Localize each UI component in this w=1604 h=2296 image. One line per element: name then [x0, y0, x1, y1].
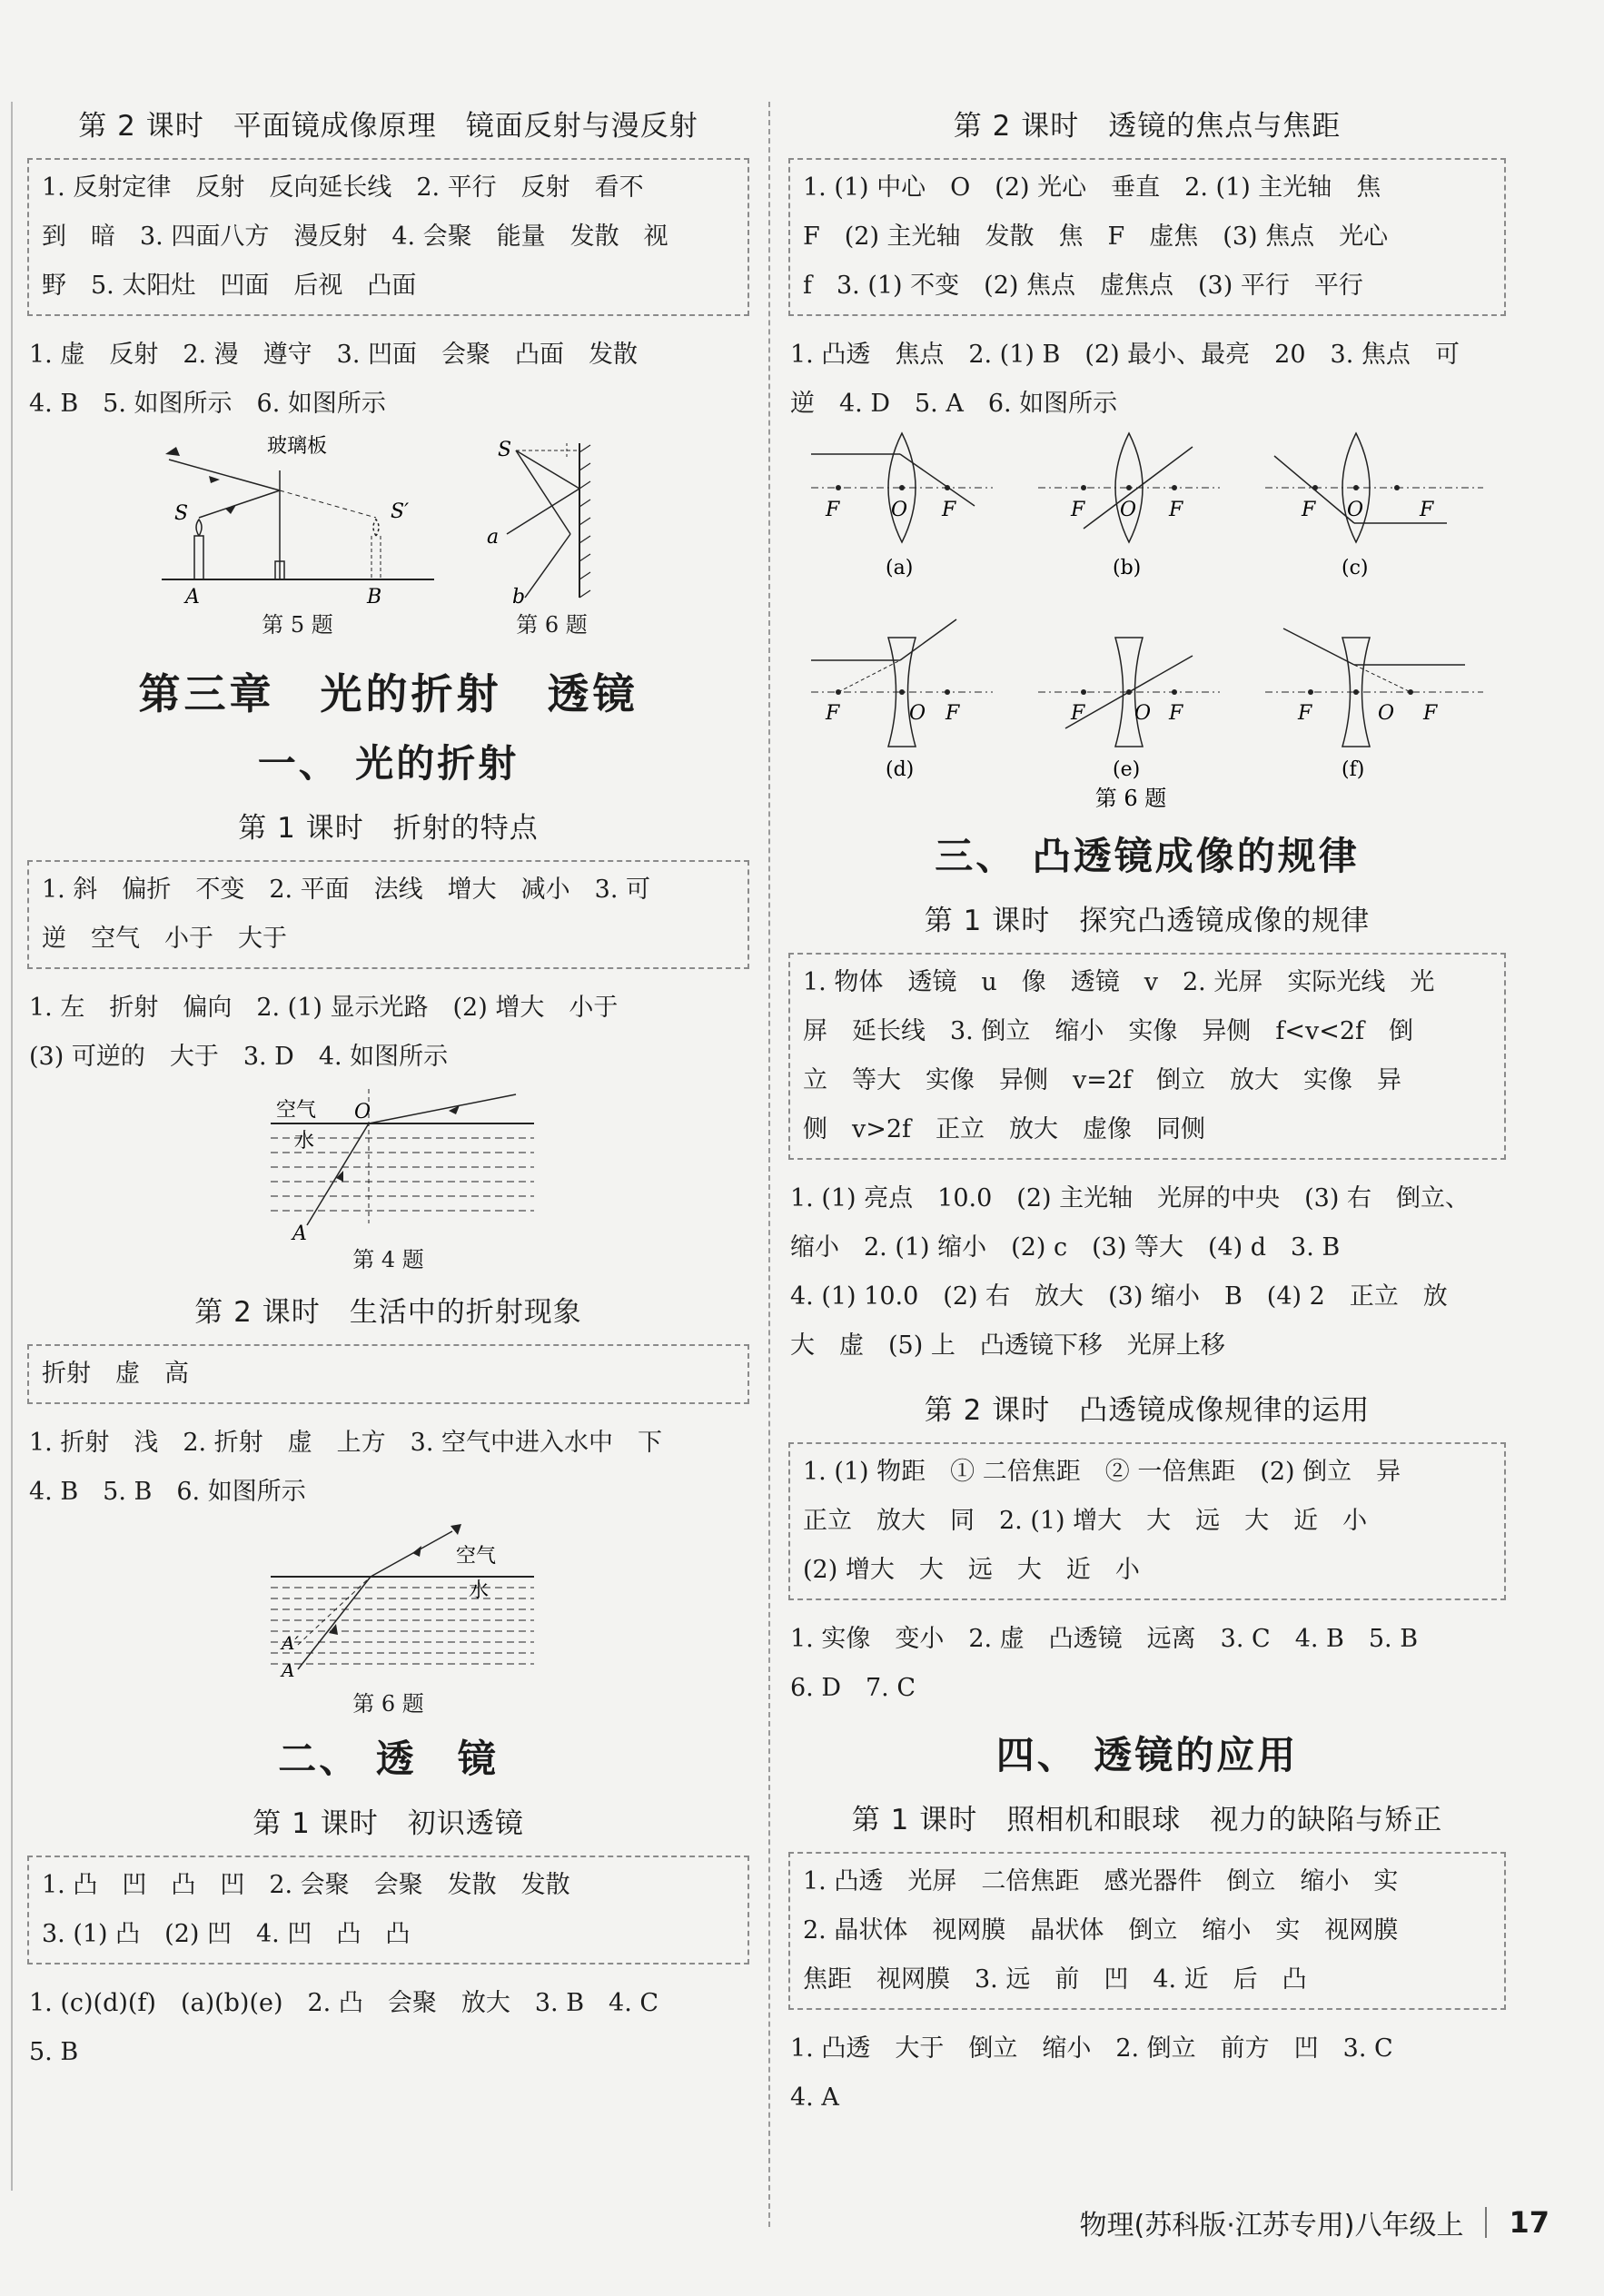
box-line: 3. (1) 凸 (2) 凹 4. 凹 凸 凸 [42, 1920, 411, 1948]
answer-box-reflection [27, 158, 749, 316]
lesson-title-camera-eye: 第 1 课时 照相机和眼球 视力的缺陷与矫正 [851, 1804, 1443, 1836]
right-column [788, 86, 1506, 2123]
answer-line: 1. 实像 变小 2. 虚 凸透镜 远离 3. C 4. B 5. B [790, 1625, 1419, 1653]
figure-6-mirror [480, 434, 625, 638]
lesson-title-lens-intro: 第 1 课时 初识透镜 [252, 1807, 524, 1840]
chapter-title: 第三章 光的折射 透镜 [138, 669, 639, 718]
answers-lens-intro [27, 1979, 749, 2077]
figure-4 [234, 1087, 543, 1272]
answer-line: 1. 虚 反射 2. 漫 遵守 3. 凹面 会聚 凸面 发散 [29, 341, 639, 369]
label-F: F [1302, 499, 1316, 521]
label-O: O [891, 499, 908, 521]
fig6a-S-label: S [497, 439, 511, 461]
figure-caption: 第 4 题 [352, 1247, 424, 1272]
answer-box-lens-intro [27, 1856, 749, 1964]
fig6b-water-label: 水 [468, 1579, 489, 1602]
lens-diagram-b [1038, 433, 1220, 579]
label-O: O [1120, 499, 1137, 521]
answer-box-imaging-use [788, 1442, 1506, 1600]
figure-caption: 第 6 题 [352, 1691, 424, 1717]
fig5-B-label: B [366, 586, 381, 607]
label-c: (c) [1342, 557, 1369, 579]
answer-box-refraction [27, 860, 749, 969]
fig5-glass-label: 玻璃板 [266, 435, 327, 458]
lens-ray-diagrams [793, 429, 1501, 810]
answer-line: 缩小 2. (1) 缩小 (2) c (3) 等大 (4) d 3. B [790, 1233, 1341, 1262]
figure-5-diagram [153, 434, 443, 607]
label-d: (d) [886, 758, 915, 781]
section-title-refraction: 一、 光的折射 [257, 741, 520, 786]
figure-6b-diagram [234, 1522, 543, 1686]
fig5-S-label: S [173, 502, 188, 525]
answer-line: (3) 可逆的 大于 3. D 4. 如图所示 [29, 1043, 449, 1071]
label-f: (f) [1342, 758, 1365, 781]
box-line: F (2) 主光轴 发散 焦 F 虚焦 (3) 焦点 光心 [803, 223, 1389, 251]
page-number: 17 [1509, 2205, 1550, 2240]
answers-reflection [27, 331, 749, 429]
lesson-title-refraction-features: 第 1 课时 折射的特点 [238, 812, 539, 845]
label-a: (a) [886, 557, 914, 579]
fig5-A-label: A [184, 586, 200, 607]
box-line: 1. (1) 物距 ① 二倍焦距 ② 一倍焦距 (2) 倒立 异 [803, 1458, 1401, 1486]
label-O: O [1347, 499, 1364, 521]
fig4-A-label: A [292, 1222, 307, 1242]
figure-5 [153, 434, 443, 638]
figure-caption: 第 5 题 [262, 612, 333, 638]
answer-box-focus [788, 158, 1506, 316]
label-O: O [1134, 702, 1152, 725]
answer-box-imaging [788, 953, 1506, 1160]
label-F: F [1169, 499, 1183, 521]
box-line: 折射 虚 高 [42, 1360, 189, 1388]
figures-row-reflection [27, 434, 749, 638]
fig6a-a-label: a [486, 526, 499, 549]
column-divider [768, 102, 770, 2227]
fig6a-b-label: b [511, 586, 525, 607]
answer-line: 4. B 5. 如图所示 6. 如图所示 [29, 390, 386, 418]
left-edge-rule [11, 102, 13, 2191]
lesson-title-refraction-life: 第 2 课时 生活中的折射现象 [194, 1296, 582, 1329]
box-line: 1. 物体 透镜 u 像 透镜 v 2. 光屏 实际光线 光 [803, 968, 1435, 996]
lesson-title-imaging-explore: 第 1 课时 探究凸透镜成像的规律 [924, 905, 1371, 937]
label-F: F [946, 702, 960, 725]
label-F: F [942, 499, 956, 521]
label-F: F [1071, 702, 1085, 725]
box-line: (2) 增大 大 远 大 近 小 [803, 1556, 1140, 1584]
figure-6b [234, 1522, 543, 1717]
answer-line: 1. 凸透 大于 倒立 缩小 2. 倒立 前方 凹 3. C [790, 2034, 1393, 2063]
box-line: 焦距 视网膜 3. 远 前 凹 4. 近 后 凸 [803, 1965, 1307, 1994]
box-line: 屏 延长线 3. 倒立 缩小 实像 异侧 f<v<2f 倒 [803, 1017, 1414, 1045]
box-line: 逆 空气 小于 大于 [42, 925, 287, 953]
footer-separator [1485, 2207, 1487, 2238]
answer-line: 大 虚 (5) 上 凸透镜下移 光屏上移 [790, 1331, 1225, 1360]
figure-caption: 第 6 题 [1094, 786, 1167, 810]
box-line: f 3. (1) 不变 (2) 焦点 虚焦点 (3) 平行 平行 [803, 272, 1363, 300]
label-e: (e) [1113, 758, 1141, 781]
section-title-application: 四、 透镜的应用 [995, 1733, 1299, 1777]
section-title-imaging: 三、 凸透镜成像的规律 [935, 834, 1360, 878]
label-F: F [1169, 702, 1183, 725]
label-O: O [909, 702, 926, 725]
label-F: F [826, 702, 840, 725]
fig6b-A-label: A [281, 1659, 294, 1681]
fig4-air-label: 空气 [275, 1099, 316, 1122]
lens-diagram-e [1038, 638, 1220, 781]
label-F: F [1423, 702, 1438, 725]
lens-diagram-c [1265, 433, 1483, 579]
lesson-title-focus: 第 2 课时 透镜的焦点与焦距 [953, 110, 1342, 143]
label-F: F [1420, 499, 1434, 521]
figure-6-mirror-diagram [480, 434, 625, 607]
answer-line: 1. (1) 亮点 10.0 (2) 主光轴 光屏的中央 (3) 右 倒立、 [790, 1184, 1470, 1212]
answer-line: 4. B 5. B 6. 如图所示 [29, 1478, 306, 1506]
answers-refraction-life [27, 1419, 749, 1517]
fig6b-air-label: 空气 [455, 1545, 496, 1568]
answer-line: 4. A [790, 2083, 839, 2112]
answer-line: 1. 凸透 焦点 2. (1) B (2) 最小、最亮 20 3. 焦点 可 [790, 341, 1460, 369]
figure-6-lenses [788, 429, 1506, 814]
lens-diagram-f [1265, 628, 1483, 781]
label-O: O [1378, 702, 1395, 725]
figure-6b-row [27, 1522, 749, 1717]
answers-imaging [788, 1174, 1506, 1371]
answers-camera-eye [788, 2024, 1506, 2123]
box-line: 1. 凸透 光屏 二倍焦距 感光器件 倒立 缩小 实 [803, 1867, 1399, 1895]
label-F: F [1071, 499, 1085, 521]
box-line: 立 等大 实像 异侧 v=2f 倒立 放大 实像 异 [803, 1066, 1402, 1094]
fig6b-A1-label: A′ [281, 1632, 299, 1654]
footer-subject: 物理(苏科版·江苏专用)八年级上 [1079, 2210, 1464, 2242]
figure-4-row [27, 1087, 749, 1272]
answer-line: 1. (c)(d)(f) (a)(b)(e) 2. 凸 会聚 放大 3. B 4. C [29, 1989, 659, 2017]
answers-focus [788, 331, 1506, 429]
lesson-title-imaging-use: 第 2 课时 凸透镜成像规律的运用 [924, 1394, 1371, 1427]
lens-diagram-a [811, 433, 993, 579]
answer-line: 4. (1) 10.0 (2) 右 放大 (3) 缩小 B (4) 2 正立 放 [790, 1282, 1448, 1311]
answer-line: 1. 折射 浅 2. 折射 虚 上方 3. 空气中进入水中 下 [29, 1429, 663, 1457]
answers-refraction [27, 984, 749, 1082]
box-line: 侧 v>2f 正立 放大 虚像 同侧 [803, 1115, 1206, 1143]
lens-diagram-d [811, 619, 993, 781]
answer-line: 1. 左 折射 偏向 2. (1) 显示光路 (2) 增大 小于 [29, 994, 619, 1022]
section-title-lens: 二、 透 镜 [278, 1737, 499, 1781]
answer-box-camera-eye [788, 1852, 1506, 2010]
box-line: 1. 斜 偏折 不变 2. 平面 法线 增大 减小 3. 可 [42, 876, 651, 904]
box-line: 1. (1) 中心 O (2) 光心 垂直 2. (1) 主光轴 焦 [803, 173, 1381, 202]
figure-caption: 第 6 题 [516, 612, 588, 638]
box-line: 1. 凸 凹 凸 凹 2. 会聚 会聚 发散 发散 [42, 1871, 570, 1899]
lesson-title-reflection: 第 2 课时 平面镜成像原理 镜面反射与漫反射 [78, 110, 698, 143]
label-F: F [826, 499, 840, 521]
label-F: F [1298, 702, 1312, 725]
box-line: 1. 反射定律 反射 反向延长线 2. 平行 反射 看不 [42, 173, 644, 202]
fig5-S2-label: S′ [390, 500, 409, 523]
page-footer [1080, 2202, 1550, 2242]
answer-line: 逆 4. D 5. A 6. 如图所示 [790, 390, 1118, 418]
fig4-water-label: 水 [293, 1130, 314, 1153]
left-column [27, 86, 749, 2077]
fig4-O-label: O [353, 1101, 371, 1123]
answer-line: 6. D 7. C [790, 1674, 916, 1702]
box-line: 野 5. 太阳灶 凹面 后视 凸面 [42, 272, 417, 300]
answer-box-refraction-life [27, 1344, 749, 1404]
box-line: 2. 晶状体 视网膜 晶状体 倒立 缩小 实 视网膜 [803, 1916, 1399, 1945]
label-b: (b) [1113, 557, 1142, 579]
answer-line: 5. B [29, 2038, 79, 2066]
box-line: 正立 放大 同 2. (1) 增大 大 远 大 近 小 [803, 1507, 1368, 1535]
figure-4-diagram [234, 1087, 543, 1242]
box-line: 到 暗 3. 四面八方 漫反射 4. 会聚 能量 发散 视 [42, 223, 668, 251]
answers-imaging-use [788, 1615, 1506, 1713]
